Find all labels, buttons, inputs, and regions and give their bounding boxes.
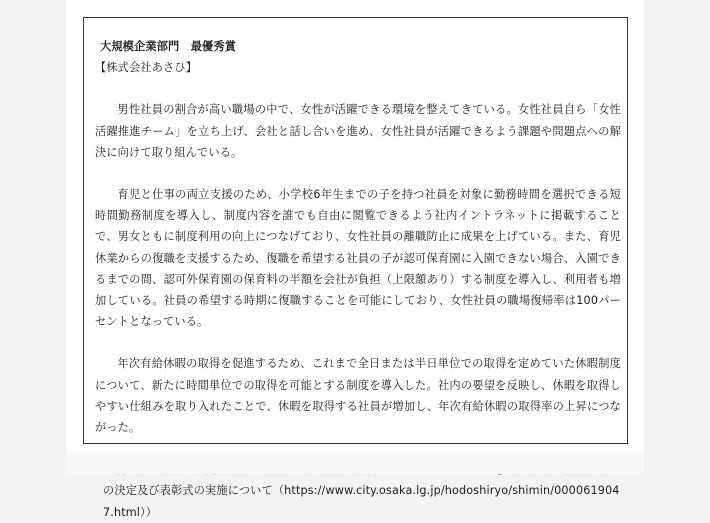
award-text-box xyxy=(83,17,628,519)
company-name: 【株式会社あさひ】 xyxy=(95,61,198,75)
bottom-margin-strip xyxy=(66,452,644,474)
paragraph-childcare-support: 育児と仕事の両立支援のため、小学校6年生までの子を持つ社員を対象に勤務時間を選択できる短時間勤務制度を導入し、制度内容を誰でも自由に閲覧できるよう社内イントラネットに掲載することで、男女ともに制度利用の向上につなげており、女性社員の離職防止に成果を上げている。また、育児休業からの復職を支援するため、復職を希望する社員の子が認可保育園に入園できない場合、入園できるまでの間、認可外保育園の保育料の半額を会社が負担（上限額あり）する制度を導入し、利用者も増加している。社員の希望する時期に復職することを可能にしており、女性社員の職場復帰率は100パーセントとなっている。 xyxy=(95,188,621,329)
paragraph-paid-leave: 年次有給休暇の取得を促進するため、これまで全日または半日単位での取得を定めていた休暇制度について、新たに時間単位での取得を可能とする制度を導入した。社内の要望を反映し、休暇を取得しやすい仕組みを取り入れたことで、休暇を取得する社員が増加し、年次有給休暇の取得率の上昇につながった。 xyxy=(95,357,621,435)
award-heading: 大規模企業部門 最優秀賞 xyxy=(100,40,237,53)
award-content xyxy=(95,36,621,523)
paragraph-women-activity: 男性社員の割合が高い職場の中で、女性が活躍できる環境を整えてきている。女性社員自ら「女性活躍推進チーム」を立ち上げ、会社と話し合いを進め、女性社員が活躍できるよう課題や問題点への解決に向けて取り組んでいる。 xyxy=(95,103,621,159)
citation-source: の決定及び表彰式の実施について（https://www.city.osaka.lg.jp/hodoshiryo/shimin/0000619047.html）） xyxy=(103,484,620,519)
